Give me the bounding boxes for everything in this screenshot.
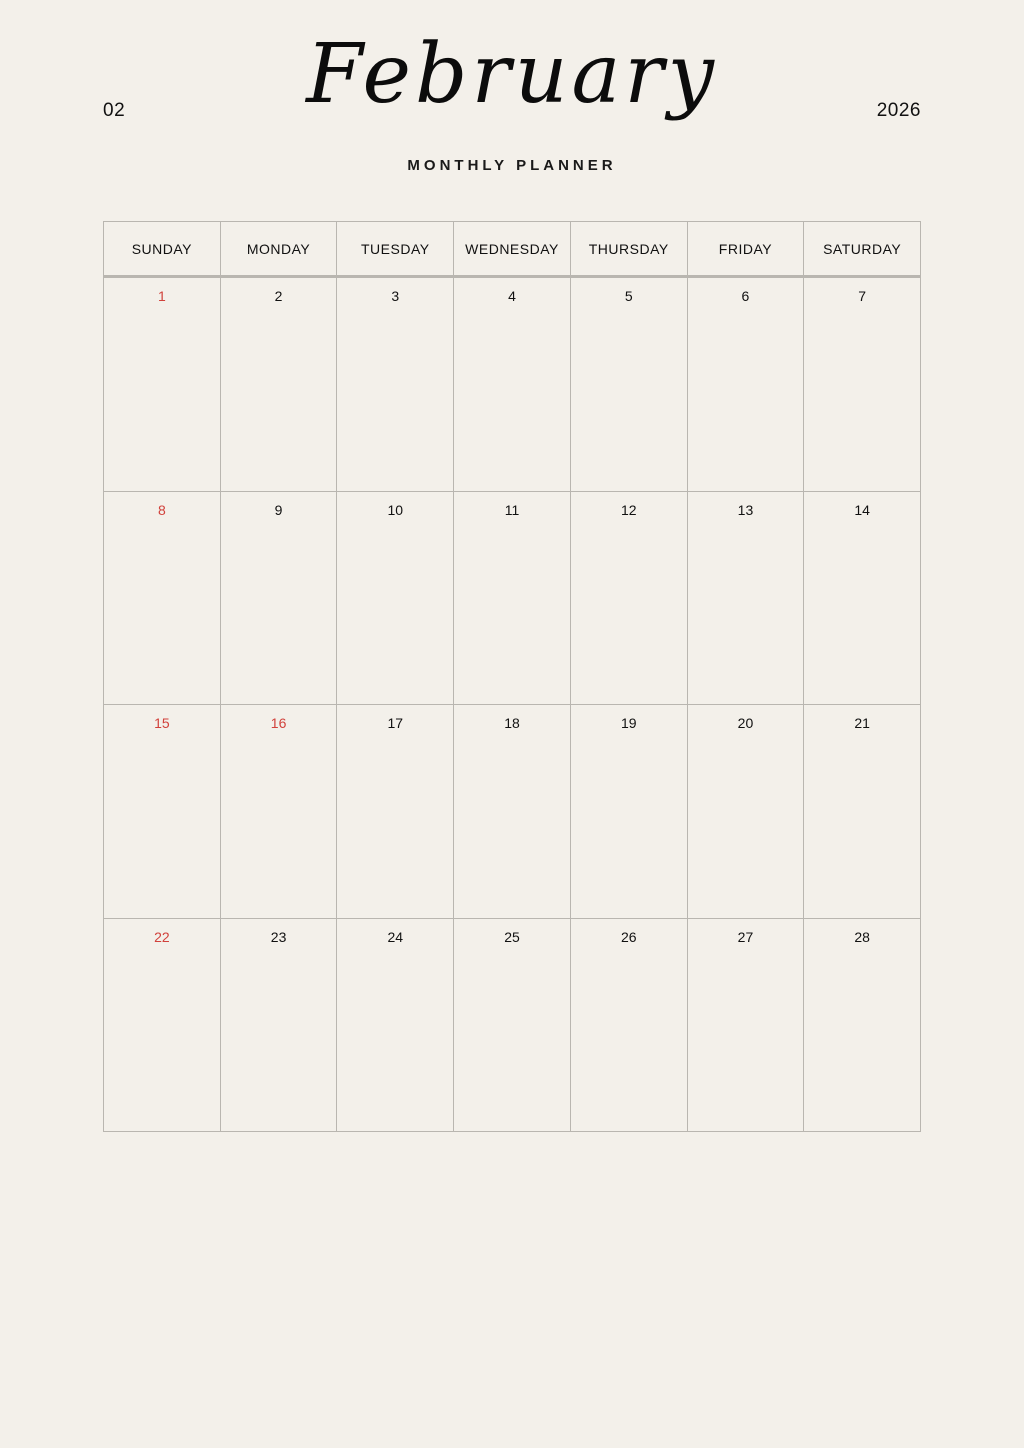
- day-number: 10: [387, 501, 404, 518]
- day-number: 12: [620, 501, 637, 518]
- day-cell[interactable]: [221, 492, 338, 705]
- day-cell[interactable]: [454, 705, 571, 918]
- day-number: 9: [274, 501, 283, 518]
- weekday-header-monday: MONDAY: [221, 222, 338, 275]
- calendar-weeks: [104, 278, 920, 1132]
- weekday-header-tuesday: TUESDAY: [337, 222, 454, 275]
- day-cell[interactable]: [104, 919, 221, 1133]
- day-number: 5: [624, 288, 633, 304]
- day-number: 25: [504, 928, 520, 945]
- day-cell[interactable]: [337, 919, 454, 1133]
- day-number: 14: [854, 501, 870, 518]
- day-number: 16: [270, 715, 287, 731]
- day-cell[interactable]: [221, 919, 338, 1133]
- calendar-week-row: [104, 919, 920, 1133]
- day-cell[interactable]: [104, 705, 221, 918]
- day-number: 19: [620, 715, 637, 731]
- day-number: 3: [391, 288, 400, 304]
- day-cell[interactable]: [804, 278, 920, 491]
- day-cell[interactable]: [688, 705, 805, 918]
- day-cell[interactable]: [571, 705, 688, 918]
- day-cell[interactable]: [221, 278, 338, 491]
- day-number: 4: [508, 288, 516, 304]
- weekday-header-wednesday: WEDNESDAY: [454, 222, 571, 275]
- day-number: 1: [157, 288, 166, 304]
- calendar-week-row: [104, 492, 920, 706]
- day-cell[interactable]: [571, 492, 688, 705]
- day-number: 6: [741, 288, 750, 304]
- day-number: 18: [504, 715, 520, 731]
- day-cell[interactable]: [221, 705, 338, 918]
- day-number: 17: [387, 715, 404, 731]
- day-cell[interactable]: [804, 705, 920, 918]
- day-cell[interactable]: [104, 492, 221, 705]
- day-number: 20: [737, 715, 754, 731]
- day-number: 7: [858, 288, 867, 304]
- day-number: 21: [854, 715, 870, 731]
- day-cell[interactable]: [571, 278, 688, 491]
- day-number: 15: [154, 715, 170, 731]
- month-title: February: [306, 27, 718, 122]
- day-cell[interactable]: [104, 278, 221, 491]
- day-cell[interactable]: [454, 919, 571, 1133]
- day-number: 11: [504, 501, 520, 518]
- month-number: 02: [103, 100, 126, 121]
- day-cell[interactable]: [688, 492, 805, 705]
- day-cell[interactable]: [337, 705, 454, 918]
- day-cell[interactable]: [688, 278, 805, 491]
- weekday-header-saturday: SATURDAY: [823, 240, 902, 257]
- calendar-week-row: [104, 278, 920, 492]
- day-cell[interactable]: [337, 278, 454, 491]
- day-number: 26: [620, 928, 637, 945]
- day-cell[interactable]: [804, 492, 920, 705]
- day-cell[interactable]: [688, 919, 805, 1133]
- day-cell[interactable]: [454, 492, 571, 705]
- day-number: 22: [154, 928, 170, 945]
- weekday-header-sunday: SUNDAY: [104, 222, 221, 275]
- year-label: 2026: [876, 100, 921, 121]
- day-number: 13: [737, 501, 754, 518]
- weekday-header-thursday: THURSDAY: [571, 222, 688, 275]
- day-cell[interactable]: [454, 278, 571, 491]
- day-cell[interactable]: [337, 492, 454, 705]
- day-number: 24: [387, 928, 404, 945]
- day-number: 23: [270, 928, 287, 945]
- weekday-header-row: [104, 222, 920, 278]
- calendar-week-row: [104, 705, 920, 919]
- day-number: 8: [157, 501, 166, 518]
- day-number: 27: [737, 928, 754, 945]
- calendar-grid: [103, 221, 921, 1132]
- weekday-header-friday: FRIDAY: [688, 222, 805, 275]
- day-cell[interactable]: [804, 919, 920, 1133]
- planner-subtitle: MONTHLY PLANNER: [407, 157, 617, 174]
- day-number: 2: [274, 288, 283, 304]
- day-cell[interactable]: [571, 919, 688, 1133]
- day-number: 28: [854, 928, 870, 945]
